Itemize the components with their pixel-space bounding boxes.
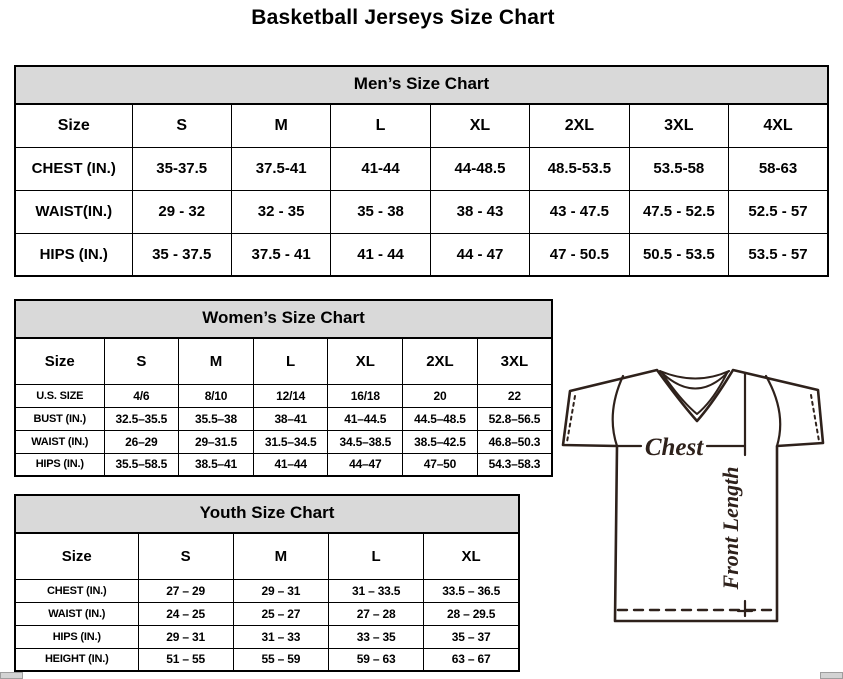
- measurement-row-label: WAIST (IN.): [15, 430, 104, 453]
- measurement-row: [15, 384, 552, 407]
- size-value-cell: 59 – 63: [329, 648, 424, 671]
- size-value-cell: 48.5-53.5: [530, 147, 629, 190]
- jersey-outline: [563, 370, 823, 621]
- size-value-cell: 27 – 29: [138, 579, 233, 602]
- size-value-cell: 53.5-58: [629, 147, 728, 190]
- size-value-cell: 29 – 31: [233, 579, 328, 602]
- measurement-row: [15, 147, 828, 190]
- jersey-measurement-diagram: [560, 358, 828, 628]
- size-column-header: M: [231, 104, 330, 147]
- size-value-cell: 38.5–42.5: [403, 430, 478, 453]
- mens-chart-title: Men’s Size Chart: [14, 65, 829, 103]
- jersey-diagram-icon: [560, 358, 828, 626]
- size-value-cell: 29 – 31: [138, 625, 233, 648]
- measurement-row-label: WAIST(IN.): [15, 190, 132, 233]
- size-value-cell: 29–31.5: [179, 430, 254, 453]
- size-corner-header: Size: [15, 104, 132, 147]
- size-column-header: XL: [430, 104, 529, 147]
- size-value-cell: 44 - 47: [430, 233, 529, 276]
- size-corner-header: Size: [15, 338, 104, 384]
- size-value-cell: 44–47: [328, 453, 403, 476]
- size-column-header: M: [233, 533, 328, 579]
- size-value-cell: 26–29: [104, 430, 179, 453]
- size-value-cell: 50.5 - 53.5: [629, 233, 728, 276]
- measurement-row: [15, 190, 828, 233]
- size-value-cell: 55 – 59: [233, 648, 328, 671]
- size-value-cell: 43 - 47.5: [530, 190, 629, 233]
- size-value-cell: 31 – 33: [233, 625, 328, 648]
- size-value-cell: 63 – 67: [424, 648, 519, 671]
- horizontal-scrollbar-left-button[interactable]: [0, 672, 23, 679]
- size-value-cell: 53.5 - 57: [729, 233, 828, 276]
- size-value-cell: 52.8–56.5: [477, 407, 552, 430]
- size-column-header: S: [104, 338, 179, 384]
- womens-size-chart: [14, 299, 553, 477]
- size-value-cell: 35 - 37.5: [132, 233, 231, 276]
- size-value-cell: 41-44: [331, 147, 430, 190]
- size-value-cell: 25 – 27: [233, 602, 328, 625]
- measurement-row: [15, 407, 552, 430]
- measurement-row: [15, 625, 519, 648]
- measurement-row: [15, 233, 828, 276]
- size-column-header: 4XL: [729, 104, 828, 147]
- size-value-cell: 38.5–41: [179, 453, 254, 476]
- size-value-cell: 16/18: [328, 384, 403, 407]
- measurement-row: [15, 579, 519, 602]
- size-value-cell: 46.8–50.3: [477, 430, 552, 453]
- measurement-row-label: BUST (IN.): [15, 407, 104, 430]
- youth-chart-title: Youth Size Chart: [14, 494, 520, 532]
- size-value-cell: 20: [403, 384, 478, 407]
- size-value-cell: 38–41: [253, 407, 328, 430]
- size-value-cell: 31.5–34.5: [253, 430, 328, 453]
- size-column-header: L: [253, 338, 328, 384]
- youth-size-table: [14, 532, 520, 672]
- measurement-row-label: HIPS (IN.): [15, 233, 132, 276]
- size-value-cell: 24 – 25: [138, 602, 233, 625]
- size-value-cell: 4/6: [104, 384, 179, 407]
- size-value-cell: 37.5-41: [231, 147, 330, 190]
- size-column-header: 2XL: [403, 338, 478, 384]
- size-value-cell: 47 - 50.5: [530, 233, 629, 276]
- size-column-header: 2XL: [530, 104, 629, 147]
- measurement-row-label: U.S. SIZE: [15, 384, 104, 407]
- size-column-header: L: [331, 104, 430, 147]
- youth-size-chart: [14, 494, 520, 672]
- measurement-row: [15, 602, 519, 625]
- size-value-cell: 35.5–38: [179, 407, 254, 430]
- size-column-header: S: [132, 104, 231, 147]
- size-value-cell: 33.5 – 36.5: [424, 579, 519, 602]
- size-value-cell: 29 - 32: [132, 190, 231, 233]
- size-corner-header: Size: [15, 533, 138, 579]
- size-column-header: XL: [424, 533, 519, 579]
- measurement-row: [15, 648, 519, 671]
- size-column-header: 3XL: [477, 338, 552, 384]
- size-value-cell: 28 – 29.5: [424, 602, 519, 625]
- chest-label: Chest: [644, 434, 704, 461]
- right-cuff-dashed-line: [811, 395, 819, 441]
- measurement-row-label: WAIST (IN.): [15, 602, 138, 625]
- measurement-row: [15, 453, 552, 476]
- size-value-cell: 54.3–58.3: [477, 453, 552, 476]
- measurement-row-label: HIPS (IN.): [15, 625, 138, 648]
- size-value-cell: 47–50: [403, 453, 478, 476]
- size-value-cell: 35 – 37: [424, 625, 519, 648]
- size-column-header: 3XL: [629, 104, 728, 147]
- size-value-cell: 32 - 35: [231, 190, 330, 233]
- size-value-cell: 41 - 44: [331, 233, 430, 276]
- measurement-row-label: HEIGHT (IN.): [15, 648, 138, 671]
- measurement-row-label: CHEST (IN.): [15, 147, 132, 190]
- size-column-header: L: [329, 533, 424, 579]
- measurement-row-label: CHEST (IN.): [15, 579, 138, 602]
- size-column-header: XL: [328, 338, 403, 384]
- size-value-cell: 32.5–35.5: [104, 407, 179, 430]
- size-value-cell: 44.5–48.5: [403, 407, 478, 430]
- size-value-cell: 34.5–38.5: [328, 430, 403, 453]
- size-value-cell: 33 – 35: [329, 625, 424, 648]
- size-value-cell: 41–44: [253, 453, 328, 476]
- page-title: Basketball Jerseys Size Chart: [251, 6, 555, 29]
- size-value-cell: 35 - 38: [331, 190, 430, 233]
- size-value-cell: 51 – 55: [138, 648, 233, 671]
- size-column-header: S: [138, 533, 233, 579]
- size-value-cell: 8/10: [179, 384, 254, 407]
- size-column-header: M: [179, 338, 254, 384]
- front-length-label: Front Length: [718, 466, 743, 590]
- size-value-cell: 47.5 - 52.5: [629, 190, 728, 233]
- mens-size-chart: [14, 65, 829, 277]
- size-value-cell: 35-37.5: [132, 147, 231, 190]
- measurement-row: [15, 430, 552, 453]
- womens-chart-title: Women’s Size Chart: [14, 299, 553, 337]
- size-value-cell: 58-63: [729, 147, 828, 190]
- size-value-cell: 41–44.5: [328, 407, 403, 430]
- size-value-cell: 44-48.5: [430, 147, 529, 190]
- size-value-cell: 27 – 28: [329, 602, 424, 625]
- horizontal-scrollbar-right-button[interactable]: [820, 672, 843, 679]
- mens-size-table: [14, 103, 829, 277]
- size-value-cell: 52.5 - 57: [729, 190, 828, 233]
- size-value-cell: 37.5 - 41: [231, 233, 330, 276]
- size-value-cell: 35.5–58.5: [104, 453, 179, 476]
- size-value-cell: 38 - 43: [430, 190, 529, 233]
- size-value-cell: 22: [477, 384, 552, 407]
- size-value-cell: 31 – 33.5: [329, 579, 424, 602]
- measurement-row-label: HIPS (IN.): [15, 453, 104, 476]
- size-value-cell: 12/14: [253, 384, 328, 407]
- womens-size-table: [14, 337, 553, 477]
